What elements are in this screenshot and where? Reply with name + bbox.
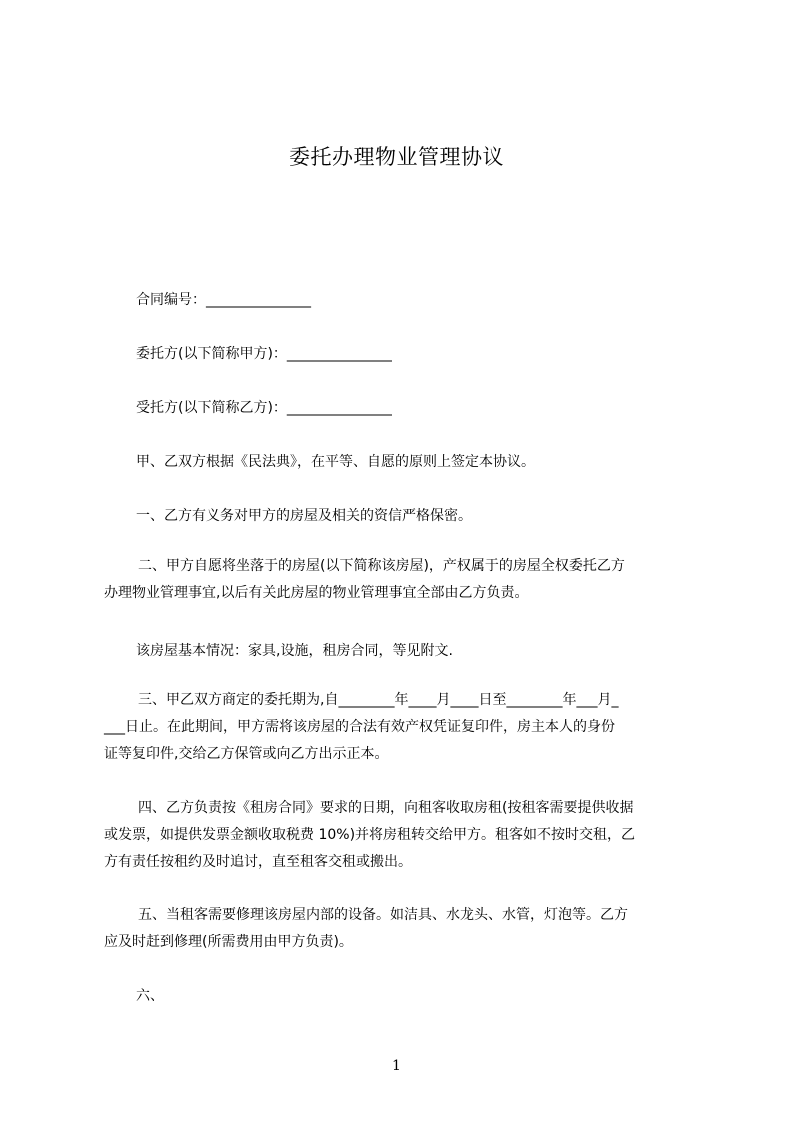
clause-3-line: 证等复印件,交给乙方保管或向乙方出示正本。 (104, 746, 389, 762)
page-number: 1 (392, 1058, 401, 1074)
clause-5-line: 应及时赶到修理(所需费用由甲方负责)。 (104, 934, 353, 950)
clause-6-paragraph: 六、 (136, 988, 164, 1004)
clause-3-paragraph (104, 687, 704, 768)
clause-3-line: ___日止。在此期间，甲方需将该房屋的合法有效产权凭证复印件，房主本人的身份 (104, 719, 615, 735)
clause-2-line: 办理物业管理事宜,以后有关此房屋的物业管理事宜全部由乙方负责。 (104, 585, 529, 601)
party-a-line: 委托方(以下简称甲方)：_______________ (136, 346, 392, 362)
clause-1-paragraph: 一、乙方有义务对甲方的房屋及相关的资信严格保密。 (136, 508, 472, 524)
clause-5-paragraph (104, 902, 704, 956)
clause-4-line: 或发票，如提供发票金额收取税费 10%)并将房租转交给甲方。租客如不按时交租，乙 (104, 827, 636, 843)
clause-3-line: 三、甲乙双方商定的委托期为,自________年____月____日至________年___月_ (138, 692, 619, 708)
clause-4-paragraph (104, 795, 704, 876)
house-info-paragraph: 该房屋基本情况：家具,设施，租房合同，等见附文. (136, 643, 453, 659)
document-title: 委托办理物业管理协议 (289, 145, 504, 169)
party-b-line: 受托方(以下简称乙方)：_______________ (136, 400, 392, 416)
clause-2-paragraph (104, 553, 704, 607)
clause-5-line: 五、当租客需要修理该房屋内部的设备。如洁具、水龙头、水管，灯泡等。乙方 (138, 907, 628, 923)
clause-2-line: 二、甲方自愿将坐落于的房屋(以下简称该房屋)，产权属于的房屋全权委托乙方 (138, 558, 625, 574)
contract-number-line: 合同编号：_______________ (136, 292, 311, 308)
clause-4-line: 方有责任按租约及时追讨，直至租客交租或搬出。 (104, 854, 412, 870)
clause-4-line: 四、乙方负责按《租房合同》要求的日期，向租客收取房租(按租客需要提供收据 (138, 800, 634, 816)
preamble-paragraph: 甲、乙双方根据《民法典》，在平等、自愿的原则上签定本协议。 (136, 454, 535, 470)
